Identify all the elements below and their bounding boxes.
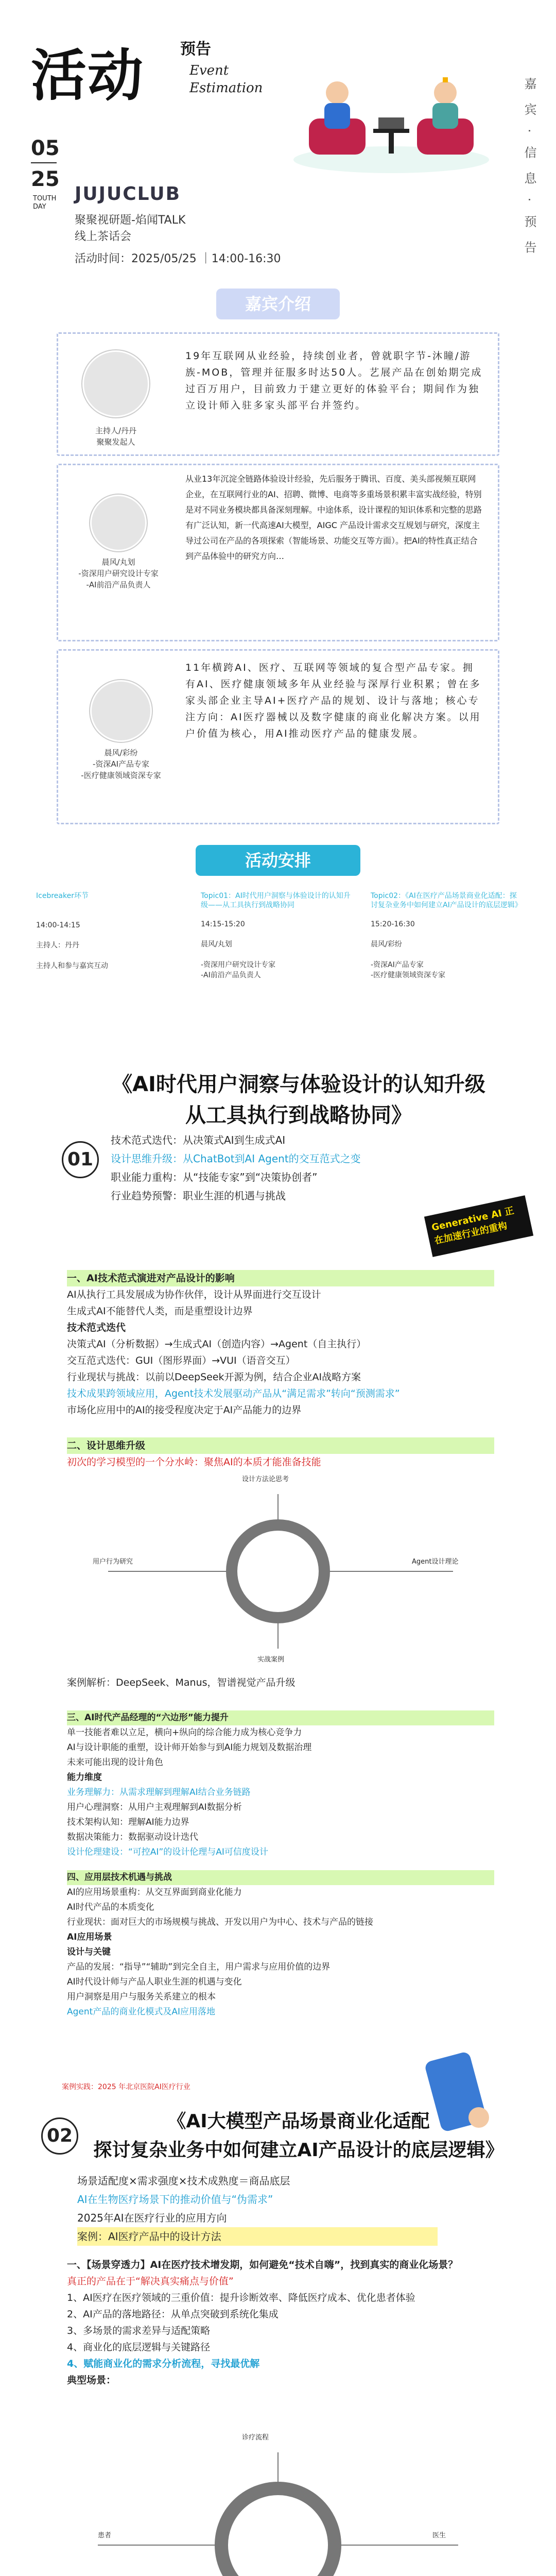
guest-3-name: 晨风/彩纷 -资深AI产品专家 -医疗健康领域资深专家: [81, 748, 161, 780]
map2-node-top: 诊疗流程: [242, 2434, 269, 2442]
map-node-left: 用户行为研究: [93, 1558, 133, 1566]
topic-1-number: 01: [62, 1141, 99, 1178]
topic-2-bullets: 场景适配度×需求强度×技术成熟度＝商品底层 AI在生物医疗场景下的推动价值与“伪需求” 2025年AI在医疗行业的应用方向 案例：AI医疗产品中的设计方法: [77, 2172, 438, 2246]
hero-badge: 预告: [180, 40, 211, 58]
guest-2-text: 从业13年沉淀全链路体验设计经验，先后服务于腾讯、百度、美头部视频互联网企业，在互联网行业的AI、招聘、微博、电商等多重场景积累丰富实战经验，特别是对不同业务模块都具备深刻理解。中途体系，设计课程的知识体系和完整的思路有广泛认知，新一代高速AI大模型，AIGC 产品设计需求交互规划与研究，深度主导过公司在产品的各项探索（智能场景、功能交互等方面）。把AI的特性真正结合到产品体验中的研究方向…: [185, 474, 482, 561]
topic-2-section-1: 一、【场景穿透力】AI在医疗技术增发期，如何避免“技术自嗨”，找到真实的商业化场景？ 真正的产品在于“解决真实痛点与价值” 1、AI医疗在医疗领域的三重价值：提升诊断效率、降低医疗成本、优化患者体验 2、AI产品的落地路径：从单点突破到系统化集成 3、多场景的需求差异与适配策略 4、商业化的底层逻辑与关键路径 4、赋能商业化的需求分析流程，寻找最优解 典型场景：: [67, 2259, 458, 2386]
club-name: JUJUCLUB: [75, 183, 181, 205]
hero-title: 活动: [31, 43, 145, 108]
guest-2-name: 晨风/丸划 -资深用户研究设计专家 -AI前沿产品负责人: [78, 557, 159, 589]
topic-1-bullets: 技术范式迭代：从决策式AI到生成式AI 设计思维升级：从ChatBot到AI Agent的交互范式之变 职业能力重构：从“技能专家”到“决策协创者” 行业趋势预警：职业生涯的机遇与挑战: [111, 1134, 361, 1202]
topic-2-number: 02: [41, 2117, 78, 2155]
topic-1-section-3: 三、AI时代产品经理的“六边形”能力提升 单一技能者难以立足，横向+纵向的综合能力成为核心竞争力 AI与设计职能的重塑，设计师开始参与到AI能力规划及数据治理 未来可能出现的设计角色 能力维度 业务理解力：从需求理解到理解AI结合业务链路 用户心理洞察：从用户主观理解到AI数据分析 技术架构认知：理解AI能力边界 数据决策能力：数据驱动设计迭代 设计伦理建设：“可控AI”的设计伦理与AI可信度设计: [67, 1710, 494, 1860]
map2-node-right: 医生: [432, 2532, 446, 2539]
schedule-col-2: Topic01：AI时代用户洞察与体验设计的认知升级——从工具执行到战略协同 14:15-15:20 晨风/丸划 -资深用户研究设计专家 -AI前沿产品负责人: [201, 892, 351, 979]
map-node-top: 设计方法论思考: [242, 1476, 289, 1483]
laptop-icon: [378, 117, 404, 129]
person-left-icon: [326, 81, 349, 104]
avatar: [90, 495, 147, 551]
map2-node-left: 患者: [98, 2532, 112, 2539]
mindmap-1: [93, 1484, 463, 1654]
mindmap-2: [88, 2442, 468, 2576]
vertical-caption: 嘉宾·信息·预告: [522, 77, 536, 267]
schedule-banner: 活动安排: [196, 845, 360, 876]
guest-3-text: 11年横跨AI、医疗、互联网等领域的复合型产品专家。拥有AI、医疗健康领域多年从业经验与深厚行业积累；曾在多家头部企业主导AI+医疗产品的规划、设计与落地；核心专注方向：AI医疗器械以及数字健康的商业化解决方案。以用户价值为核心，用AI推动医疗产品的健康发展。: [185, 662, 481, 739]
schedule-table: [36, 891, 520, 1025]
guest-1-name: 主持人/丹丹 聚聚发起人: [95, 426, 137, 447]
topic-1-section-4: 四、应用层技术机遇与挑战 AI的应用场景重构：从交互界面到商业化能力 AI时代产品的本质变化 行业现状：面对巨大的市场规模与挑战、开发以用户为中心、技术与产品的链接 AI应用场景 设计与关键 产品的发展：“指导”“辅助”到完全自主，用户需求与应用价值的边界 AI时代设计师与产品人职业生涯的机遇与变化 用户洞察是用户与服务关系建立的根本 Agent产品的商业化模式及AI应用落地: [67, 1870, 494, 2020]
topic-1-case: 案例解析：DeepSeek、Manus，智谱视觉产品升级: [67, 1677, 296, 1688]
person-right-icon: [434, 81, 457, 104]
hero-english: Event Estimation: [189, 63, 263, 96]
date-month: 05: [31, 137, 60, 160]
topic-1-section-2: 二、设计思维升级 初次的学习模型的一个分水岭：聚焦AI的本质才能准备技能: [67, 1437, 494, 1470]
info-line1: 聚聚视研题-焰闻TALK: [75, 214, 186, 227]
map-node-bottom: 实战案例: [257, 1656, 285, 1664]
avatar: [82, 350, 149, 417]
date-label: TOUTH DAY: [33, 195, 57, 211]
map-node-right: Agent设计理论: [412, 1558, 459, 1566]
avatar: [90, 680, 152, 742]
schedule-col-3: Topic02：《AI在医疗产品场景商业化适配：探讨复杂业务中如何建立AI产品设计的底层逻辑》 15:20-16:30 晨风/彩纷 -资深AI产品专家 -医疗健康领域资深专家: [371, 892, 522, 979]
guests-banner: 嘉宾介绍: [216, 289, 340, 319]
guest-1-text: 19年互联网从业经验，持续创业者，曾就职字节-沐瞳/游族-MOB，管理并征服多时达50人。艺展产品在创始期完成过百万用户，目前致力于建立更好的体验平台；期间作为独立设计师入驻多家头部平台并签约。: [185, 350, 483, 411]
hero-illustration: [288, 57, 494, 175]
date-day: 25: [31, 167, 60, 191]
info-time: 活动时间：2025/05/25 ｜14:00-16:30: [75, 252, 281, 265]
topic-1-section-1: 一、AI技术范式演进对产品设计的影响 AI从执行工具发展成为协作伙伴，设计从界面进行交互设计 生成式AI不能替代人类，而是重塑设计边界 技术范式迭代 决策式AI（分析数据）→生成式AI（创造内容）→Agent（自主执行） 交互范式迭代：GUI（图形界面）→VUI（语音交互） 行业现状与挑战：以前以DeepSeek开源为例，结合企业AI战略方案 技术成果跨领域应用，Agent技术发展驱动产品从“满足需求”转向“预测需求” 市场化应用中的AI的接受程度决定于AI产品能力的边界: [67, 1270, 494, 1418]
schedule-col-1: Icebreaker环节 14:00-14:15 主持人：丹丹 主持人和参与嘉宾互动: [36, 892, 108, 970]
topic-2-badge: 案例实践：2025 年北京医院AI医疗行业: [62, 2083, 190, 2091]
topic-1-title: 《AI时代用户洞察与体验设计的认知升级 从工具执行到战略协同》: [112, 1073, 485, 1127]
sticker-generative-ai: Generative AI 正在加速行业的重构: [424, 1195, 533, 1257]
topic-2-title: 《AI大模型产品场景商业化适配 探讨复杂业务中如何建立AI产品设计的底层逻辑》: [93, 2111, 504, 2161]
info-line2: 线上茶话会: [75, 230, 132, 243]
